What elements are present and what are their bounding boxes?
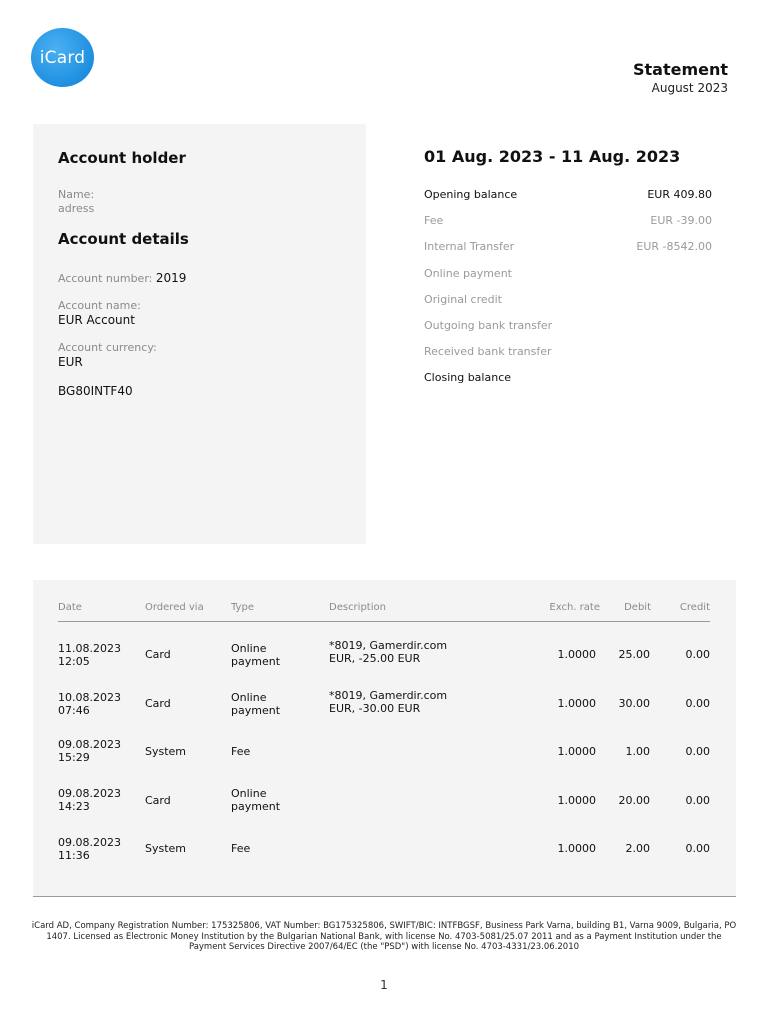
cell-exch-rate: 1.0000	[557, 697, 596, 710]
summary-label: Received bank transfer	[424, 345, 552, 358]
summary-label: Online payment	[424, 267, 512, 280]
summary-value: EUR 409.80	[647, 188, 712, 201]
cell-description: *8019, Gamerdir.com	[329, 689, 448, 702]
summary-label: Original credit	[424, 293, 502, 306]
col-header-type: Type	[231, 602, 254, 613]
summary-label: Outgoing bank transfer	[424, 319, 553, 332]
cell-time: 07:46	[58, 704, 90, 717]
cell-type-2: payment	[231, 800, 281, 813]
summary-value: EUR -39.00	[650, 214, 712, 227]
cell-date: 11.08.2023	[58, 642, 121, 655]
iban-value: BG80INTF40	[58, 384, 133, 398]
header-divider	[58, 621, 710, 622]
summary-label: Internal Transfer	[424, 240, 515, 253]
summary-row-online-payment	[424, 267, 712, 280]
cell-date: 09.08.2023	[58, 787, 121, 800]
transactions-table	[33, 580, 736, 897]
account-number-label: Account number:	[58, 272, 153, 285]
cell-ordered-via: Card	[145, 648, 171, 661]
col-header-date: Date	[58, 602, 82, 613]
account-number-value: 2019	[155, 271, 187, 285]
summary-row-internal-transfer	[424, 240, 712, 253]
cell-debit: 20.00	[618, 794, 650, 807]
cell-credit: 0.00	[685, 794, 710, 807]
account-holder-heading: Account holder	[58, 149, 186, 167]
cell-type: Fee	[231, 842, 251, 855]
col-header-debit: Debit	[624, 602, 651, 613]
cell-exch-rate: 1.0000	[557, 745, 596, 758]
cell-debit: 25.00	[618, 648, 650, 661]
cell-type: Online	[231, 691, 267, 704]
summary-row-outgoing-bank-transfer	[424, 319, 712, 332]
col-header-ordered-via: Ordered via	[145, 602, 204, 613]
account-currency-value: EUR	[58, 355, 83, 369]
cell-exch-rate: 1.0000	[557, 648, 596, 661]
cell-debit: 30.00	[618, 697, 650, 710]
cell-type: Online	[231, 642, 267, 655]
col-header-description: Description	[329, 602, 386, 613]
cell-debit: 2.00	[625, 842, 650, 855]
cell-credit: 0.00	[685, 697, 710, 710]
cell-type: Online	[231, 787, 267, 800]
page-number: 1	[380, 978, 388, 992]
account-number-row	[58, 271, 186, 285]
cell-type: Fee	[231, 745, 251, 758]
cell-credit: 0.00	[685, 745, 710, 758]
summary-row-fee	[424, 214, 712, 227]
col-header-credit: Credit	[679, 602, 710, 613]
cell-date: 09.08.2023	[58, 738, 121, 751]
statement-title: Statement	[632, 60, 728, 79]
account-name-label: Account name:	[58, 299, 141, 312]
cell-exch-rate: 1.0000	[557, 842, 596, 855]
icard-logo	[31, 28, 94, 87]
cell-ordered-via: System	[145, 842, 187, 855]
legal-footer: iCard AD, Company Registration Number: 175325806, VAT Number: BG175325806, SWIFT/BIC: INTFBGSF, Business Park Varna, building B1, Varna 9009, Bulgaria, PO 1407. Licensed as Electronic Money Institution by the Bulgarian National Bank, with license No. 4703-5081/25.07 2011 and as a Payment Institution under the Payment Services Directive 2007/64/EC (the "PSD") with license No. 4703-4331/23.06.2010	[31, 921, 737, 952]
cell-exch-rate: 1.0000	[557, 794, 596, 807]
account-name-value: EUR Account	[58, 313, 135, 327]
cell-date: 09.08.2023	[58, 836, 121, 849]
holder-address-label: adress	[58, 202, 95, 215]
cell-time: 14:23	[58, 800, 90, 813]
account-details-heading: Account details	[58, 230, 189, 248]
summary-row-received-bank-transfer	[424, 345, 712, 358]
summary-label: Opening balance	[424, 188, 518, 201]
cell-time: 11:36	[58, 849, 90, 862]
cell-credit: 0.00	[685, 648, 710, 661]
col-header-exch-rate: Exch. rate	[549, 602, 600, 613]
summary-row-opening	[424, 188, 712, 201]
cell-ordered-via: Card	[145, 794, 171, 807]
summary-row-original-credit	[424, 293, 712, 306]
cell-time: 12:05	[58, 655, 90, 668]
cell-credit: 0.00	[685, 842, 710, 855]
cell-description: *8019, Gamerdir.com	[329, 639, 448, 652]
cell-ordered-via: Card	[145, 697, 171, 710]
account-info-card	[33, 124, 366, 544]
cell-type-2: payment	[231, 704, 281, 717]
account-currency-label: Account currency:	[58, 341, 157, 354]
cell-date: 10.08.2023	[58, 691, 121, 704]
cell-ordered-via: System	[145, 745, 187, 758]
statement-month: August 2023	[651, 81, 728, 95]
cell-type-2: payment	[231, 655, 281, 668]
logo-text: iCard	[39, 47, 86, 68]
cell-description-2: EUR, -25.00 EUR	[329, 652, 421, 665]
summary-row-closing	[424, 371, 712, 384]
statement-period: 01 Aug. 2023 - 11 Aug. 2023	[424, 147, 681, 166]
summary-value: EUR -8542.00	[636, 240, 712, 253]
cell-debit: 1.00	[625, 745, 650, 758]
cell-time: 15:29	[58, 751, 90, 764]
summary-label: Closing balance	[424, 371, 512, 384]
summary-label: Fee	[424, 214, 444, 227]
cell-description-2: EUR, -30.00 EUR	[329, 702, 421, 715]
holder-name-label: Name:	[58, 188, 95, 201]
